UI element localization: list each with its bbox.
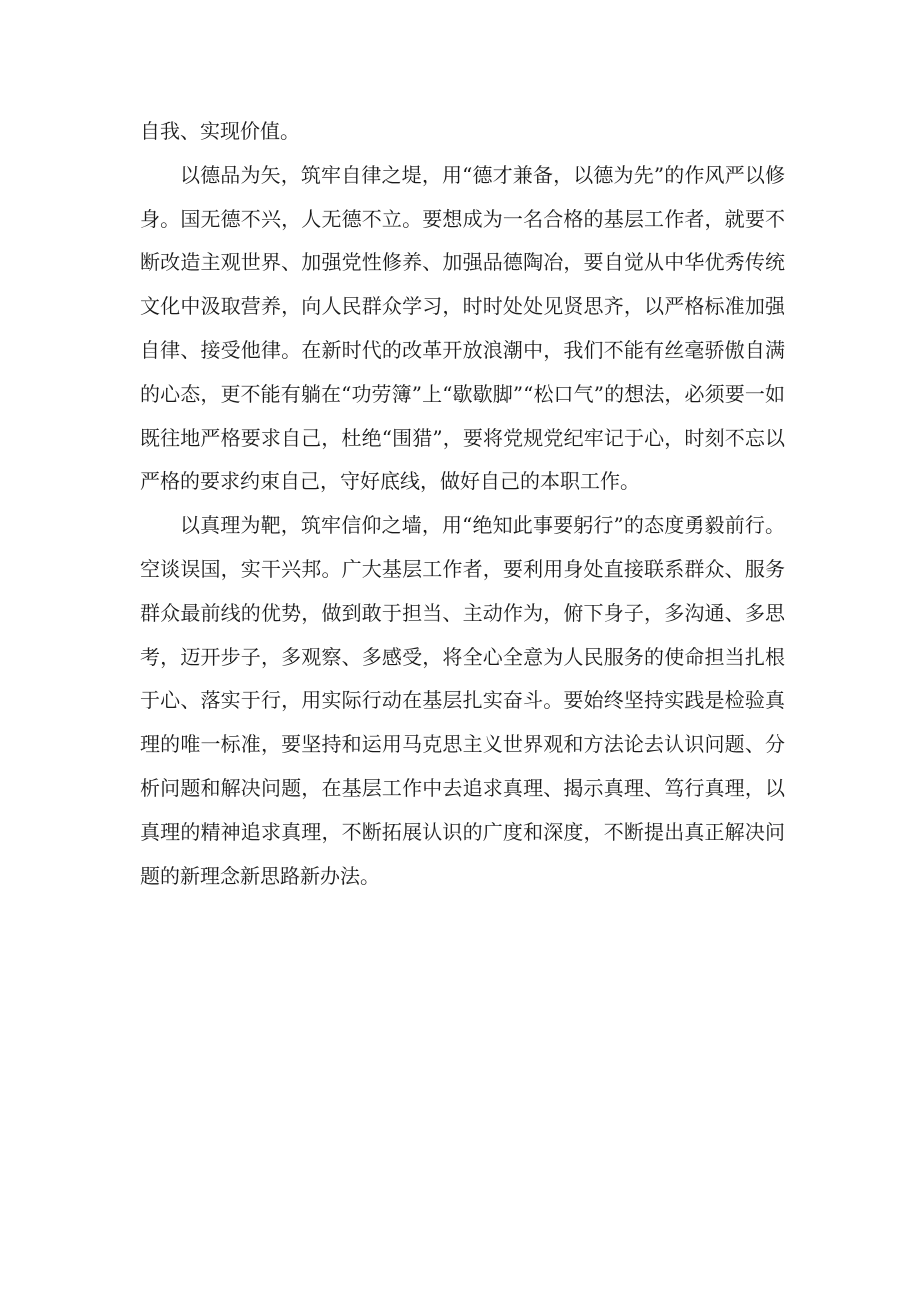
paragraph-continuation: 自我、实现价值。	[140, 119, 300, 143]
document-body	[140, 110, 785, 898]
paragraph-moral-character: 以德品为矢，筑牢自律之堤，用“德才兼备，以德为先”的作风严以修身。国无德不兴，人无德不立。要想成为一名合格的基层工作者，就要不断改造主观世界、加强党性修养、加强品德陶冶，要自觉从中华优秀传统文化中汲取营养，向人民群众学习，时时处处见贤思齐，以严格标准加强自律、接受他律。在新时代的改革开放浪潮中，我们不能有丝毫骄傲自满的心态，更不能有躺在“功劳簿”上“歇歇脚”“松口气”的想法，必须要一如既往地严格要求自己，杜绝“围猎”，要将党规党纪牢记于心，时刻不忘以严格的要求约束自己，守好底线，做好自己的本职工作。	[140, 162, 785, 494]
paragraph-truth-practice: 以真理为靶，筑牢信仰之墙，用“绝知此事要躬行”的态度勇毅前行。空谈误国，实干兴邦。广大基层工作者，要利用身处直接联系群众、服务群众最前线的优势，做到敢于担当、主动作为，俯下身子，多沟通、多思考，迈开步子，多观察、多感受，将全心全意为人民服务的使命担当扎根于心、落实于行，用实际行动在基层扎实奋斗。要始终坚持实践是检验真理的唯一标准，要坚持和运用马克思主义世界观和方法论去认识问题、分析问题和解决问题，在基层工作中去追求真理、揭示真理、笃行真理，以真理的精神追求真理，不断拓展认识的广度和深度，不断提出真正解决问题的新理念新思路新办法。	[140, 513, 785, 888]
